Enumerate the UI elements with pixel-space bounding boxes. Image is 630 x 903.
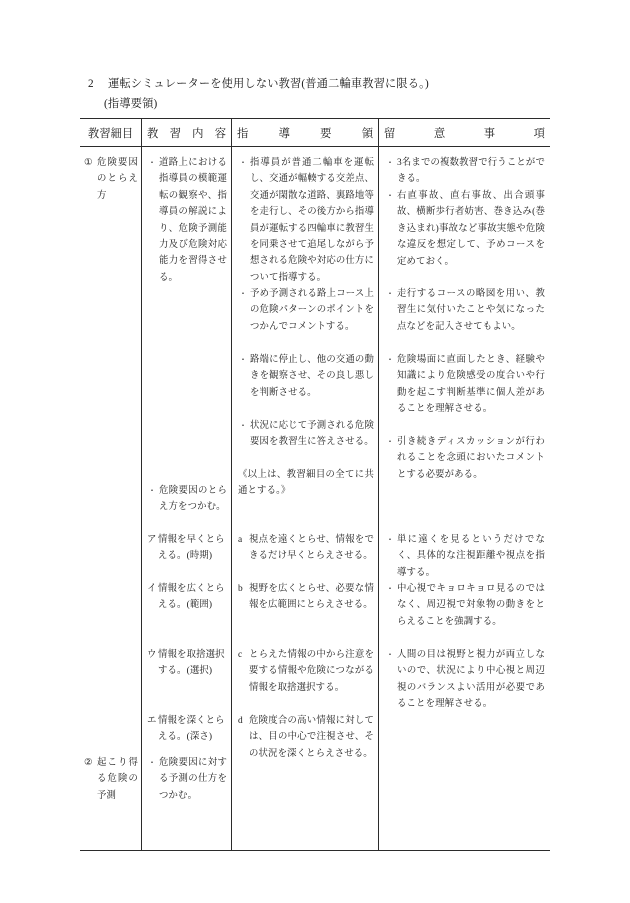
section-title: 運転シミュレーターを使用しない教習(普通二輪車教習に限る。) [108, 78, 429, 90]
header-char: 目 [121, 127, 134, 140]
yoryo-text: 予め予測される路上コース上の危険パターンのポイントをつかんでコメントする。 [250, 289, 374, 332]
yoryo-item [238, 286, 374, 335]
curriculum-table [80, 118, 550, 851]
bullet-icon: ・ [386, 289, 395, 298]
header-char: 教 [147, 127, 159, 140]
yoryo-text: 指導員が普通二輪車を運転し、交通が輻輳する交差点、交通が閑散な道路、裏路地等を走行し、その後方から指導員が運転する四輪車に教習生を同乗させて追尾しながら予想される危険や対応の仕方について指導する。 [250, 158, 374, 283]
naiyo-item [147, 532, 227, 565]
column-header-shido-yoryo [232, 119, 379, 146]
yoryo-item [238, 418, 374, 451]
naiyo-marker: ウ [147, 650, 157, 660]
saimoku-text: 起こり得る危険の予測 [97, 758, 138, 801]
header-char: 要 [320, 127, 332, 140]
yoryo-item [238, 647, 374, 696]
header-char: 事 [483, 127, 496, 140]
ryui-item [385, 286, 545, 335]
bullet-icon: ・ [239, 421, 248, 430]
yoryo-text: とらえた情報の中から注意を要する情報や危険につながる情報を取捨選択する。 [249, 650, 374, 693]
naiyo-marker: イ [147, 584, 157, 594]
yoryo-item [238, 713, 374, 762]
yoryo-marker: d [238, 716, 243, 726]
bullet-icon: ・ [239, 355, 248, 364]
ryui-text: 引き続きディスカッションが行われることを念頭においたコメントとする必要がある。 [397, 437, 545, 480]
saimoku-item-1 [84, 155, 138, 204]
yoryo-text: 路端に停止し、他の交通の動きを観察させ、その良し悪しを判断させる。 [250, 355, 374, 398]
bullet-icon: ・ [148, 486, 157, 495]
ryui-text: 3名までの複数教習で行うことができる。 [397, 158, 545, 185]
naiyo-text: 道路上における指導員の模範運転の観察や、指導員の解説により、危険予測能力及び危険対応能力を習得させる。 [159, 158, 227, 283]
bullet-icon: ・ [239, 158, 248, 167]
saimoku-text: 危険要因のとらえ方 [97, 158, 138, 201]
naiyo-text: 危険要因に対する予測の仕方をつかむ。 [159, 758, 227, 801]
naiyo-item [147, 155, 227, 286]
naiyo-item [147, 483, 227, 516]
ryui-item [385, 155, 545, 188]
ryui-text: 危険場面に直面したとき、経験や知識により危険感受の度合いや行動を起こす判断基準に個人差があることを理解させる。 [397, 355, 545, 415]
ryui-item [385, 581, 545, 630]
yoryo-text: 視野を広くとらせ、必要な情報を広範囲にとらえさせる。 [249, 584, 374, 611]
header-char: 教 [87, 127, 100, 140]
header-char: 内 [192, 127, 204, 140]
naiyo-item [147, 647, 227, 680]
ryui-item [385, 352, 545, 418]
yoryo-note [238, 467, 374, 500]
naiyo-text: 情報を取捨選択する。(選択) [158, 650, 225, 677]
ryui-text: 走行するコースの略図を用い、教習生に気付いたことや気になった点などを記入させてもよい。 [397, 289, 545, 332]
yoryo-marker: c [238, 650, 243, 660]
bullet-icon: ・ [148, 758, 157, 767]
bullet-icon: ・ [386, 437, 395, 446]
yoryo-text: 視点を遠くとらせ、情報をできるだけ早くとらえさせる。 [249, 535, 374, 562]
header-char: 導 [278, 127, 290, 140]
ryui-text: 右直事故、直右事故、出合頭事故、横断歩行者妨害、巻き込み(巻き込まれ)事故など事故実態や危険な違反を想定して、予めコースを定めておく。 [397, 191, 545, 267]
yoryo-item [238, 581, 374, 614]
column-shido-yoryo [232, 147, 379, 850]
naiyo-marker: エ [147, 716, 157, 726]
bullet-icon: ・ [386, 650, 395, 659]
saimoku-marker: ① [84, 158, 93, 168]
naiyo-text: 情報を広くとらえる。(範囲) [158, 584, 225, 611]
ryui-text: 中心視でキョロキョロ見るのではなく、周辺視で対象物の動きをとらえることを強調する。 [397, 584, 545, 627]
section-number: 2 [88, 78, 94, 90]
header-char: 意 [433, 127, 446, 140]
yoryo-item [238, 352, 374, 401]
naiyo-text: 危険要因のとらえ方をつかむ。 [159, 486, 227, 513]
yoryo-marker: a [238, 535, 243, 545]
naiyo-item [147, 713, 227, 746]
ryui-item [385, 434, 545, 483]
header-char: 項 [533, 127, 545, 140]
column-kyoshu-saimoku [80, 147, 142, 850]
yoryo-marker: b [238, 584, 243, 594]
bullet-icon: ・ [386, 158, 395, 167]
header-char: 容 [214, 127, 226, 140]
bullet-icon: ・ [386, 355, 395, 364]
naiyo-marker: ア [147, 535, 157, 545]
bullet-icon: ・ [239, 289, 248, 298]
yoryo-text: 状況に応じて予測される危険要因を教習生に答えさせる。 [250, 421, 374, 448]
bullet-icon: ・ [386, 535, 395, 544]
naiyo-text: 情報を深くとらえる。(深さ) [158, 716, 225, 743]
bullet-icon: ・ [148, 158, 157, 167]
ryui-item [385, 647, 545, 713]
section-heading [88, 76, 558, 93]
column-header-kyoshu-naiyo [142, 119, 232, 146]
naiyo-text: 情報を早くとらえる。(時期) [158, 535, 225, 562]
header-char: 細 [110, 127, 122, 140]
saimoku-marker: ② [84, 758, 93, 768]
column-ryui-jiko [379, 147, 550, 850]
saimoku-item-2 [84, 755, 138, 804]
yoryo-item [238, 532, 374, 565]
header-char: 領 [361, 127, 373, 140]
header-char: 習 [169, 127, 181, 140]
ryui-item [385, 532, 545, 581]
yoryo-note-text: 《以上は、教習細目の全てに共通とする。》 [238, 470, 374, 497]
naiyo-item [147, 581, 227, 614]
table-body [80, 147, 550, 850]
table-header-row [80, 119, 550, 147]
naiyo-item [147, 755, 227, 804]
column-header-kyoshu-saimoku [80, 119, 142, 146]
bullet-icon: ・ [386, 584, 395, 593]
header-char: 留 [384, 127, 396, 140]
ryui-text: 単に遠くを見るというだけでなく、具体的な注視距離や視点を指導する。 [397, 535, 545, 578]
column-header-ryui-jiko [379, 119, 550, 146]
bullet-icon: ・ [386, 191, 395, 200]
column-kyoshu-naiyo [142, 147, 232, 850]
yoryo-item [238, 155, 374, 286]
section-subtitle: (指導要領) [104, 98, 158, 110]
yoryo-text: 危険度合の高い情報に対しては、目の中心で注視させ、その状況を深くとらえさせる。 [249, 716, 374, 759]
ryui-text: 人間の目は視野と視力が両立しないので、状況により中心視と周辺視のバランスよい活用が必要であることを理解させる。 [397, 650, 545, 710]
header-char: 習 [99, 127, 111, 140]
header-char: 指 [237, 127, 249, 140]
ryui-item [385, 188, 545, 270]
